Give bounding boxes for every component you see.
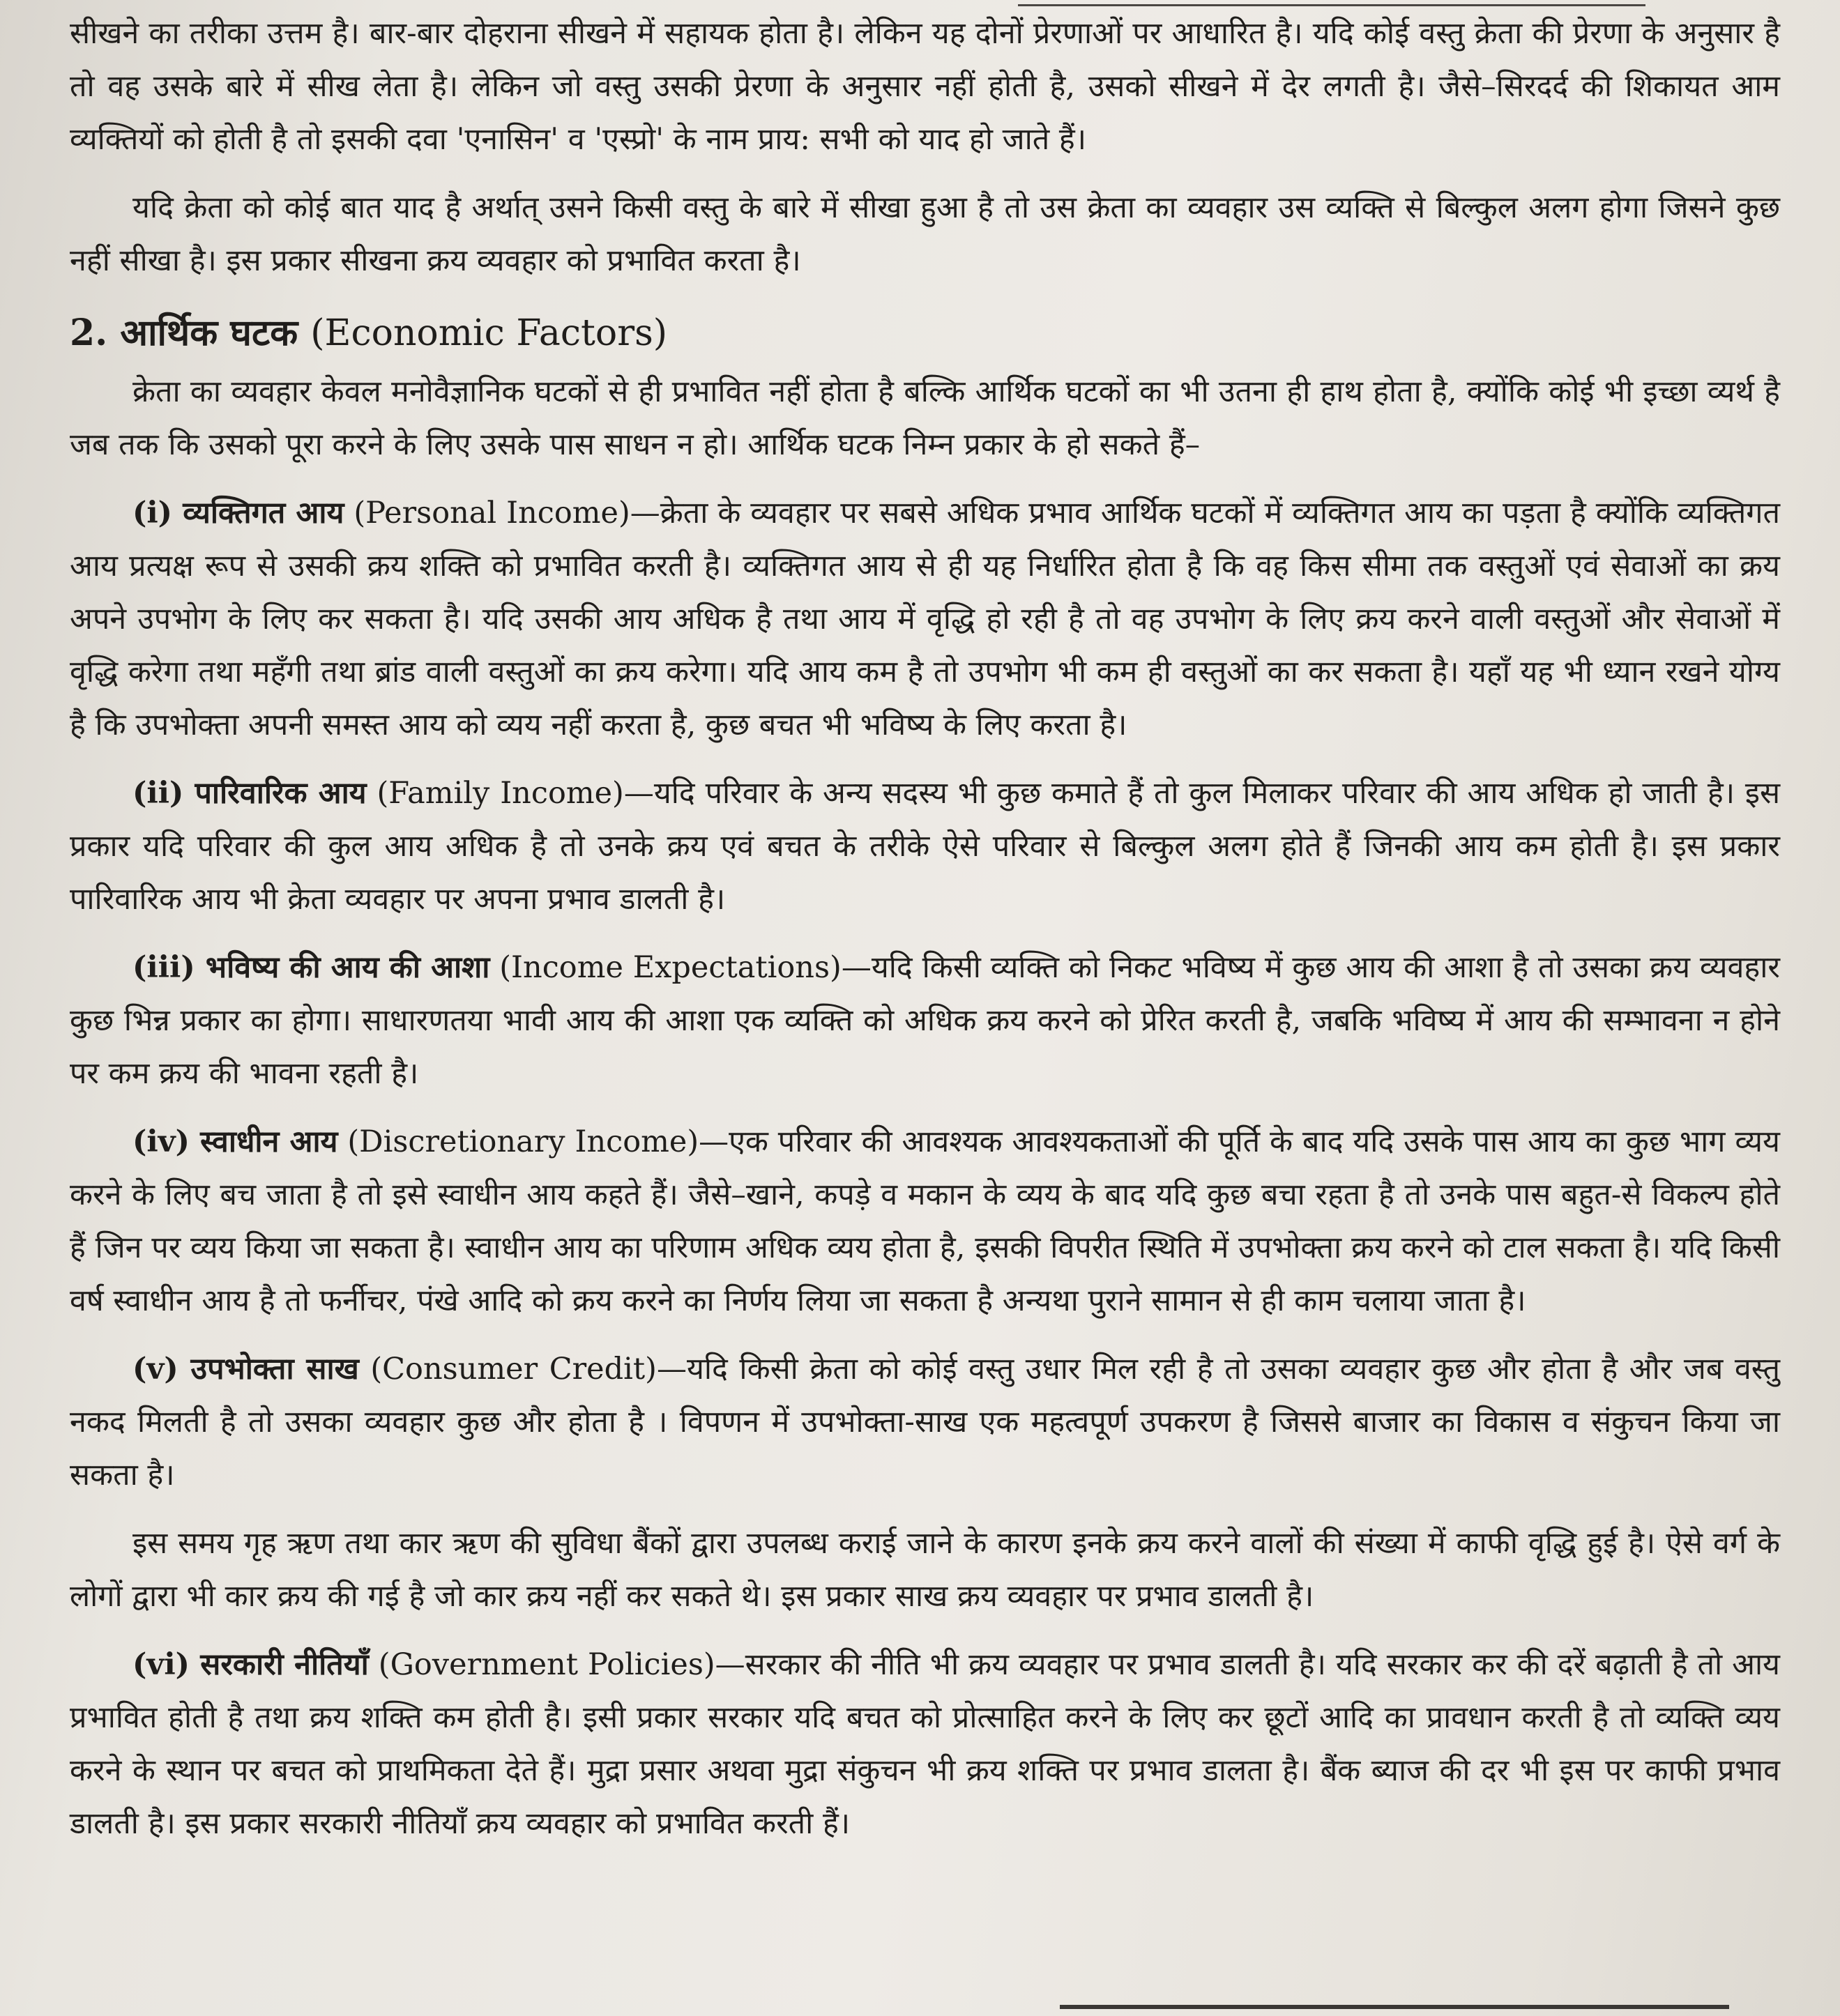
item-text: —एक परिवार की आवश्यक आवश्यकताओं की पूर्ति के बाद यदि उसके पास आय का कुछ भाग व्यय करने के लिए बच जाता है तो इसे स्वाधीन आय कहते हैं। जैसे–खाने, कपड़े व मकान के व्यय के बाद यदि कुछ बचा रहता है तो उनके पास बहुत-से विकल्प होते हैं जिन पर व्यय किया जा सकता है। स्वाधीन आय का परिणाम अधिक व्यय होता है, इसकी विपरीत स्थिति में उपभोक्ता क्रय करने को टाल सकता है। यदि किसी वर्ष स्वाधीन आय है तो फर्नीचर, पंखे आदि को क्रय करने का निर्णय लिया जा सकता है अन्यथा पुराने सामान से ही काम चलाया जाता है। xyxy=(70,1124,1780,1318)
item-text: —यदि किसी व्यक्ति को निकट भविष्य में कुछ आय की आशा है तो उसका क्रय व्यवहार कुछ भिन्न प्रकार का होगा। साधारणतया भावी आय की आशा एक व्यक्ति को अधिक क्रय करने को प्रेरित करती है, जबकि भविष्य में आय की सम्भावना न होने पर कम क्रय की भावना रहती है। xyxy=(70,950,1780,1091)
item-discretionary-income xyxy=(70,1115,1780,1327)
item-term: (i) व्यक्तिगत आय xyxy=(132,496,344,530)
item-term-english: (Consumer Credit) xyxy=(370,1352,657,1387)
item-text: —क्रेता के व्यवहार पर सबसे अधिक प्रभाव आर्थिक घटकों में व्यक्तिगत आय का पड़ता है क्योंकि व्यक्तिगत आय प्रत्यक्ष रूप से उसकी क्रय शक्ति को प्रभावित करती है। व्यक्तिगत आय से ही यह निर्धारित होता है कि वह किस सीमा तक वस्तुओं एवं सेवाओं का क्रय अपने उपभोग के लिए कर सकता है। यदि उसकी आय अधिक है तथा आय में वृद्धि हो रही है तो वह उपभोग के लिए क्रय करने वाली वस्तुओं और सेवाओं में वृद्धि करेगा तथा महँगी तथा ब्रांड वाली वस्तुओं का क्रय करेगा। यदि आय कम है तो उपभोग भी कम ही वस्तुओं का कर सकता है। यहाँ यह भी ध्यान रखने योग्य है कि उपभोक्ता अपनी समस्त आय को व्यय नहीं करता है, कुछ बचत भी भविष्य के लिए करता है। xyxy=(70,496,1780,742)
intro-paragraph-1: सीखने का तरीका उत्तम है। बार-बार दोहराना सीखने में सहायक होता है। लेकिन यह दोनों प्रेरणाओं पर आधारित है। यदि कोई वस्तु क्रेता की प्रेरणा के अनुसार है तो वह उसके बारे में सीख लेता है। लेकिन जो वस्तु उसकी प्रेरणा के अनुसार नहीं होती है, उसको सीखने में देर लगती है। जैसे–सिरदर्द की शिकायत आम व्यक्तियों को होती है तो इसकी दवा 'एनासिन' व 'एस्प्रो' के नाम प्राय: सभी को याद हो जाते हैं। xyxy=(70,16,1780,157)
section-heading-english: (Economic Factors) xyxy=(310,312,668,354)
item-income-expectations xyxy=(70,941,1780,1100)
top-rule xyxy=(1018,4,1645,6)
item-term: (v) उपभोक्ता साख xyxy=(132,1352,359,1387)
item-term-english: (Personal Income) xyxy=(353,496,630,530)
item-term: (iv) स्वाधीन आय xyxy=(132,1124,338,1159)
bottom-rule xyxy=(1060,2005,1729,2009)
item-text: —यदि किसी क्रेता को कोई वस्तु उधार मिल रही है तो उसका व्यवहार कुछ और होता है और जब वस्तु नकद मिलती है तो उसका व्यवहार कुछ और होता है । विपणन में उपभोक्ता-साख एक महत्वपूर्ण उपकरण है जिससे बाजार का विकास व संकुचन किया जा सकता है। xyxy=(70,1352,1781,1492)
section-intro: क्रेता का व्यवहार केवल मनोवैज्ञानिक घटकों से ही प्रभावित नहीं होता है बल्कि आर्थिक घटकों का भी उतना ही हाथ होता है, क्योंकि कोई भी इच्छा व्यर्थ है जब तक कि उसको पूरा करने के लिए उसके पास साधन न हो। आर्थिक घटक निम्न प्रकार के हो सकते हैं– xyxy=(70,374,1780,462)
credit-paragraph: इस समय गृह ऋण तथा कार ऋण की सुविधा बैंकों द्वारा उपलब्ध कराई जाने के कारण इनके क्रय करने वालों की संख्या में काफी वृद्धि हुई है। ऐसे वर्ग के लोगों द्वारा भी कार क्रय की गई है जो कार क्रय नहीं कर सकते थे। इस प्रकार साख क्रय व्यवहार पर प्रभाव डालती है। xyxy=(70,1526,1780,1614)
item-text: —सरकार की नीति भी क्रय व्यवहार पर प्रभाव डालती है। यदि सरकार कर की दरें बढ़ाती है तो आय प्रभावित होती है तथा क्रय शक्ति कम होती है। इसी प्रकार सरकार यदि बचत को प्रोत्साहित करने के लिए कर छूटों आदि का प्रावधान करती है तो व्यक्ति व्यय करने के स्थान पर बचत को प्राथमिकता देते हैं। मुद्रा प्रसार अथवा मुद्रा संकुचन भी क्रय शक्ति पर प्रभाव डालता है। बैंक ब्याज की दर भी इस पर काफी प्रभाव डालती है। इस प्रकार सरकारी नीतियाँ क्रय व्यवहार को प्रभावित करती हैं। xyxy=(70,1647,1780,1841)
item-text: —यदि परिवार के अन्य सदस्य भी कुछ कमाते हैं तो कुल मिलाकर परिवार की आय अधिक हो जाती है। इस प्रकार यदि परिवार की कुल आय अधिक है तो उनके क्रय एवं बचत के तरीके ऐसे परिवार से बिल्कुल अलग होते हैं जिनकी आय कम होती है। इस प्रकार पारिवारिक आय भी क्रेता व्यवहार पर अपना प्रभाव डालती है। xyxy=(70,776,1781,917)
item-term: (ii) पारिवारिक आय xyxy=(132,776,367,811)
item-term: (iii) भविष्य की आय की आशा xyxy=(132,950,490,985)
intro-paragraph-2: यदि क्रेता को कोई बात याद है अर्थात् उसने किसी वस्तु के बारे में सीखा हुआ है तो उस क्रेता का व्यवहार उस व्यक्ति से बिल्कुल अलग होगा जिसने कुछ नहीं सीखा है। इस प्रकार सीखना क्रय व्यवहार को प्रभावित करता है। xyxy=(70,190,1780,278)
item-term-english: (Income Expectations) xyxy=(499,950,842,985)
item-government-policies xyxy=(70,1638,1780,1850)
item-term-english: (Discretionary Income) xyxy=(347,1124,699,1159)
item-personal-income xyxy=(70,487,1780,751)
section-heading-hindi: 2. आर्थिक घटक xyxy=(70,312,298,354)
item-term: (vi) सरकारी नीतियाँ xyxy=(132,1647,369,1682)
item-term-english: (Family Income) xyxy=(377,776,624,811)
section-heading xyxy=(70,305,1780,361)
item-consumer-credit xyxy=(70,1343,1780,1502)
item-family-income xyxy=(70,767,1780,926)
item-term-english: (Government Policies) xyxy=(378,1647,715,1682)
